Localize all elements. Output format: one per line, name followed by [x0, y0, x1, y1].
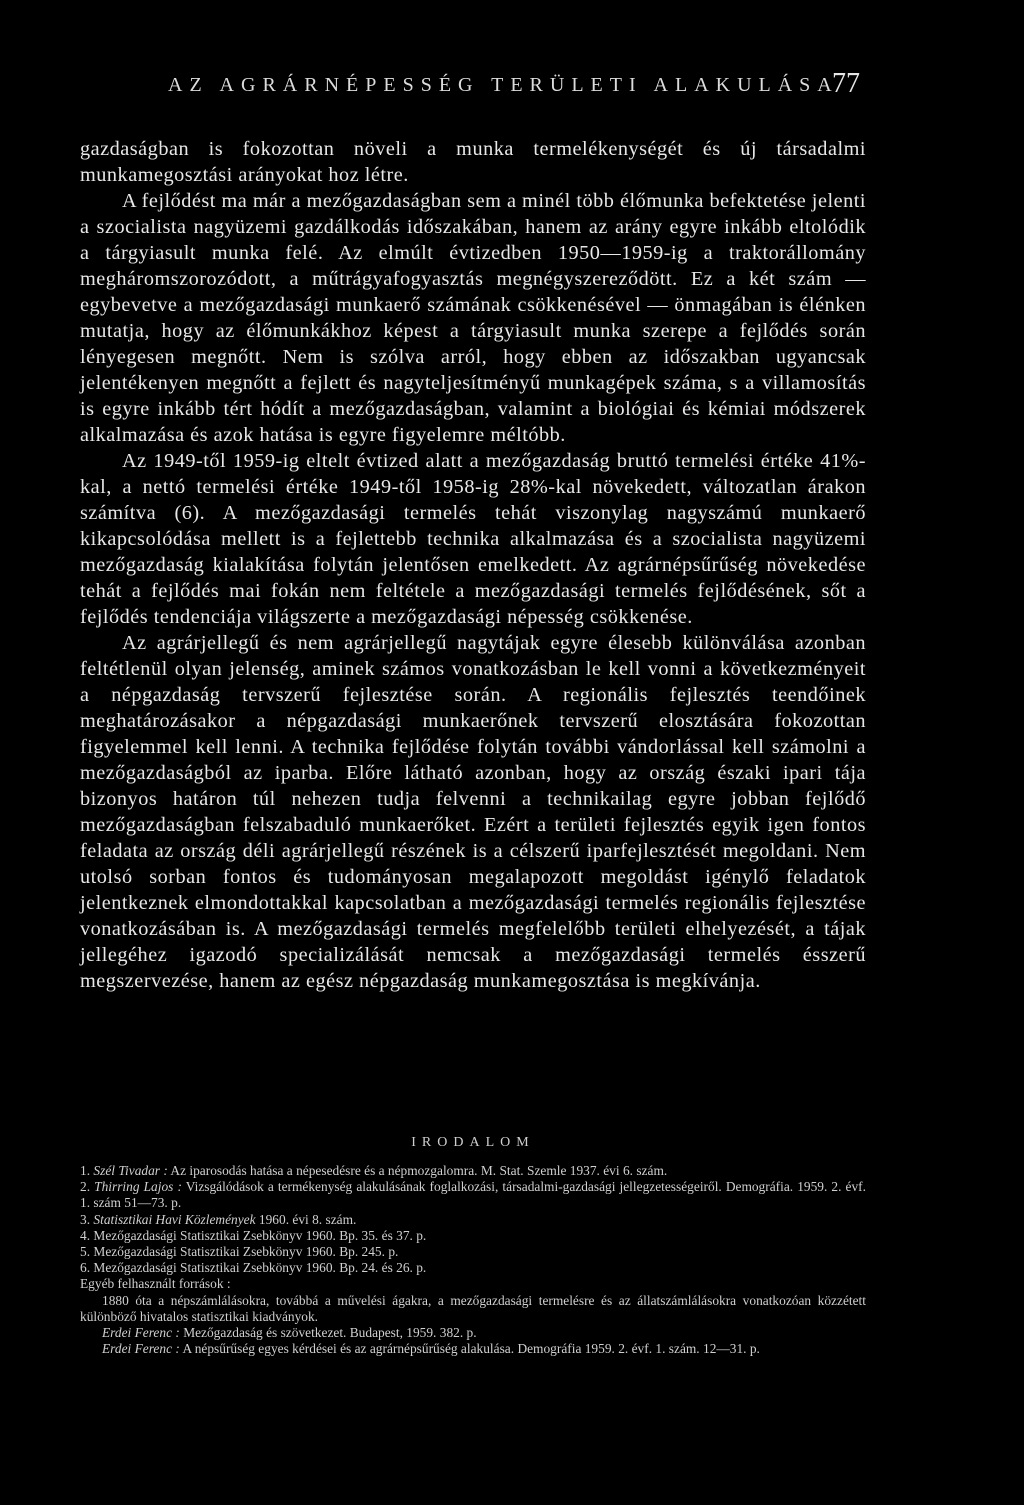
- reference-number: 6.: [80, 1260, 91, 1276]
- reference-item: [80, 1179, 866, 1211]
- reference-number: 2.: [80, 1179, 91, 1195]
- body-text: [80, 136, 866, 994]
- references-list: [80, 1163, 866, 1357]
- reference-author: Erdei Ferenc :: [102, 1325, 180, 1341]
- reference-item: [80, 1260, 866, 1276]
- other-sources-text: 1880 óta a népszámlálásokra, továbbá a művelési ágakra, a mezőgazdasági termelésre és az állatszámlálásokra vonatkozóan közzétett különböző hivatalos statisztikai kiadványok.: [80, 1292, 866, 1324]
- reference-text: Mezőgazdasági Statisztikai Zsebkönyv 1960. Bp. 24. és 26. p.: [93, 1260, 427, 1276]
- reference-text: A népsűrűség egyes kérdései és az agrárnépsűrűség alakulása. Demográfia 1959. 2. évf. 1. szám. 12—31. p.: [182, 1341, 760, 1357]
- reference-item: [80, 1325, 866, 1341]
- reference-text: 1960. évi 8. szám.: [258, 1211, 357, 1227]
- page-header: [80, 68, 860, 108]
- paragraph: Az 1949-től 1959-ig eltelt évtized alatt a mezőgazdaság bruttó termelési értéke 41%-kal, a nettó termelési értéke 1949-től 1958-ig 28%-kal növekedett, változatlan árakon számítva (6). A mezőgazdasági termelés tehát viszonylag nagyszámú munkaerő kikapcsolódása mellett is a fejlettebb technika alkalmazása és a szocialista nagyüzemi mezőgazdaság kialakítása folytán jelentősen emelkedett. Az agrárnépsűrűség növekedése tehát a fejlődés mai fokán nem feltétele a mezőgazdasági termelés fejlődésének, sőt a fejlődés tendenciája világszerte a mezőgazdasági népesség csökkenése.: [80, 450, 866, 628]
- paragraph: A fejlődést ma már a mezőgazdaságban sem a minél több élőmunka befektetése jelenti a szocialista nagyüzemi gazdálkodás időszakában, hanem az arány egyre inkább eltolódik a tárgyiasult munka felé. Az elmúlt évtizedben 1950—1959-ig a traktorállomány megháromszorozódott, a műtrágyafogyasztás megnégyszereződött. Ez a két szám — egybevetve a mezőgazdasági munkaerő számának csökkenésével — önmagában is élénken mutatja, hogy az élőmunkákhoz képest a tárgyiasult munka szerepe a fejlődés során lényegesen megnőtt. Nem is szólva arról, hogy ebben az időszakban ugyancsak jelentékenyen megnőtt a fejlett és nagyteljesítményű munkagépek száma, s a villamosítás is egyre inkább tért hódít a mezőgazdaságban, valamint a biológiai és kémiai módszerek alkalmazása és azok hatása is egyre figyelemre méltóbb.: [80, 190, 866, 446]
- reference-text: Vizsgálódások a termékenység alakulásának foglalkozási, társadalmi-gazdasági jellegzetességeiről. Demográfia. 1959. 2. évf. 1. szám 51—73. p.: [80, 1179, 866, 1211]
- references-heading: IRODALOM: [411, 1135, 535, 1150]
- reference-author: Erdei Ferenc :: [102, 1341, 180, 1357]
- running-head: AZ AGRÁRNÉPESSÉG TERÜLETI ALAKULÁSA: [168, 74, 839, 96]
- paragraph: gazdaságban is fokozottan növeli a munka termelékenységét és új társadalmi munkamegosztási arányokat hoz létre.: [80, 138, 866, 186]
- reference-item: [80, 1341, 866, 1357]
- reference-text: Az iparosodás hatása a népesedésre és a népmozgalomra. M. Stat. Szemle 1937. évi 6. szám.: [170, 1163, 668, 1178]
- reference-number: 4.: [80, 1227, 91, 1243]
- reference-author: Thirring Lajos :: [94, 1179, 182, 1195]
- reference-text: Mezőgazdasági Statisztikai Zsebkönyv 1960. Bp. 245. p.: [93, 1244, 399, 1260]
- paragraph: Az agrárjellegű és nem agrárjellegű nagytájak egyre élesebb különválása azonban feltétlenül olyan jelenség, aminek számos vonatkozásban le kell vonni a következményeit a népgazdaság tervszerű fejlesztése során. A regionális fejlesztés teendőinek meghatározásakor a népgazdasági munkaerőnek tervszerű elosztására fokozottan figyelemmel kell lenni. A technika fejlődése folytán további vándorlással kell számolni a mezőgazdaságból az iparba. Előre látható azonban, hogy az ország északi ipari tája bizonyos határon túl nehezen tudja felvenni a technikailag egyre jobban fejlődő mezőgazdaságban felszabaduló munkaerőket. Ezért a területi fejlesztés egyik igen fontos feladata az ország déli agrárjellegű részének is a célszerű iparfejlesztését megoldani. Nem utolsó sorban fontos és tudományosan megalapozott megoldást igénylő feladatok jelentkeznek elmondottakkal kapcsolatban a mezőgazdasági termelés regionális fejlesztése vonatkozásában is. A mezőgazdasági termelés megfelelőbb területi elhelyezését, a tájak jellegéhez igazodó specializálását nemcsak a mezőgazdasági termelés ésszerű megszervezése, hanem az egész népgazdaság munkamegosztása is megkívánja.: [80, 632, 866, 992]
- reference-number: 5.: [80, 1244, 91, 1260]
- reference-item: [80, 1244, 866, 1260]
- reference-text: Mezőgazdaság és szövetkezet. Budapest, 1959. 382. p.: [183, 1325, 477, 1341]
- other-sources-label: Egyéb felhasznált források :: [80, 1276, 231, 1292]
- reference-author: Szél Tivadar :: [93, 1163, 168, 1178]
- reference-number: 1.: [80, 1163, 91, 1178]
- reference-number: 3.: [80, 1211, 91, 1227]
- reference-item: [80, 1212, 866, 1228]
- page-number: 77: [832, 68, 860, 99]
- reference-item: [80, 1228, 866, 1244]
- reference-author: Statisztikai Havi Közlemények: [93, 1211, 256, 1227]
- reference-item: [80, 1163, 866, 1179]
- reference-text: Mezőgazdasági Statisztikai Zsebkönyv 1960. Bp. 35. és 37. p.: [93, 1227, 427, 1243]
